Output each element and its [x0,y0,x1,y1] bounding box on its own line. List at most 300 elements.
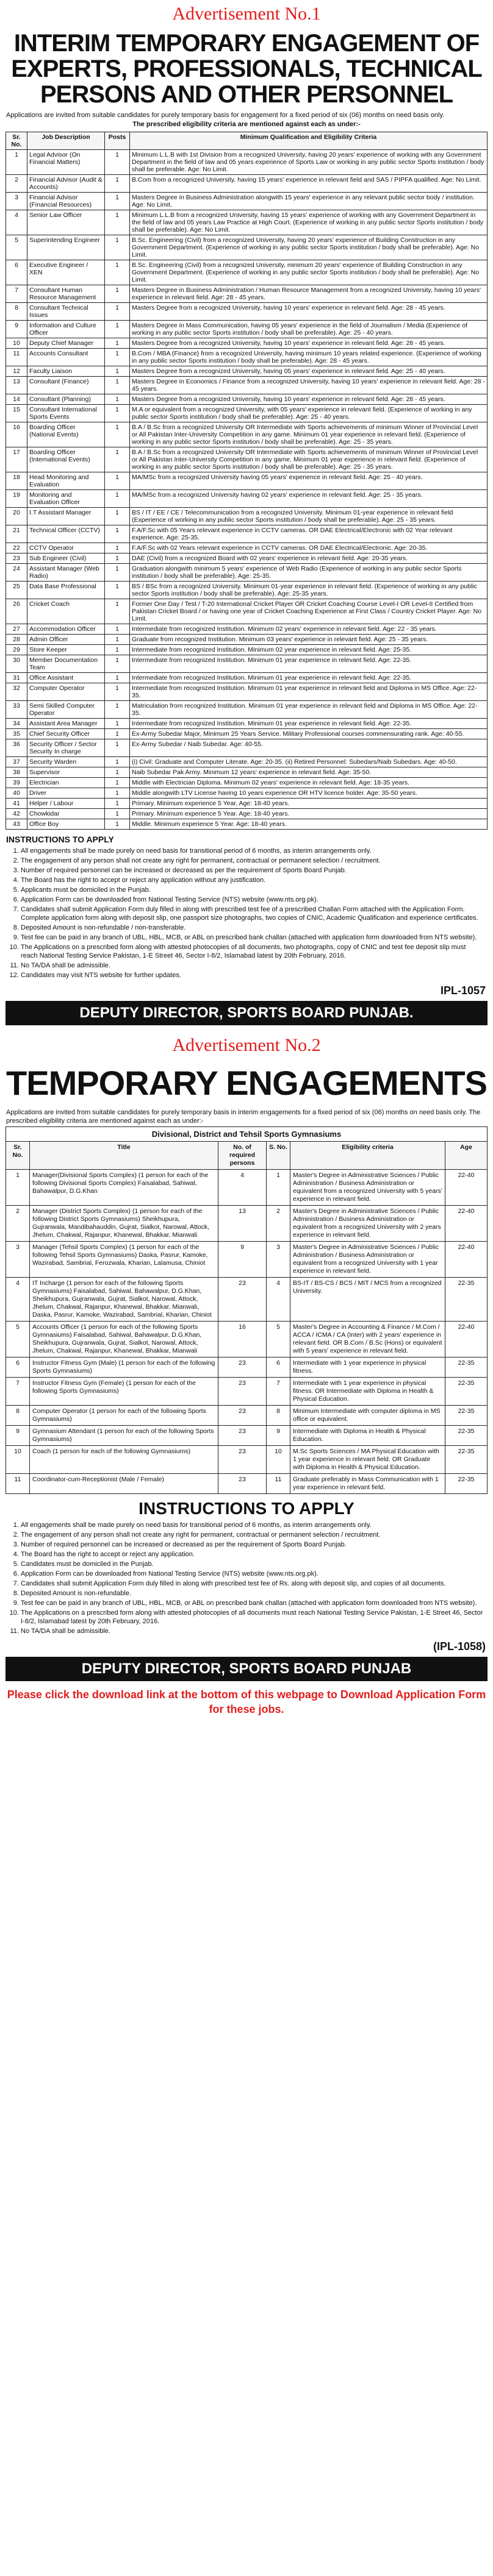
cell-age: 22-35 [445,1406,488,1426]
table-row [6,303,488,321]
cell-s-no: 2 [267,1206,290,1242]
cell-s-no: 5 [267,1322,290,1357]
advertisement-2-instructions-title: INSTRUCTIONS TO APPLY [139,1499,354,1518]
table-row [6,635,488,645]
table-row [6,599,488,624]
cell-age: 22-35 [445,1278,488,1322]
cell-sr-no: 5 [6,235,27,260]
cell-posts: 1 [105,683,130,701]
cell-criteria: Intermediate from recognized Institution. Minimum 02 year experience in relevant field. Age: 25-35. [130,645,488,655]
cell-criteria: MA/MSc from a recognized University having 02 years' experience in relevant field. Age: 25 - 35 years. [130,490,488,508]
cell-criteria: Middle. Minimum experience 5 Year. Age: 18-40 years. [130,819,488,830]
cell-criteria: B.A / B.Sc from a recognized University OR Intermediate with Sports achievements of minimum Winner of Provincial Level or All Pakistan Inter-University Competition in any game. Minimum 01 year experience in relevant field. (Experience of working in any public sector Sports institution / body shall be preferable). Age: 25 - 35 years. [130,447,488,472]
cell-posts: 1 [105,150,130,175]
cell-sr-no: 11 [6,349,27,366]
list-item: 9. Test fee can be paid in any branch of UBL, HBL, MCB, or ABL on prescribed bank challan (attached with application form downloaded from NTS website). [21,1599,484,1607]
list-item: 7. Candidates shall submit Application Form duly filled in along with prescribed test fee of a prescribed Challan Form attached with the Application Form. Complete application form along with deposit slip, one passport size photographs, two copies of CNIC, Academic Qualification and experience certificates. [21,905,484,922]
cell-sr-no: 35 [6,729,27,739]
cell-sr-no: 28 [6,635,27,645]
cell-eligibility: Master's Degree in Administrative Sciences / Public Administration / Business Administration or equivalent from a recognized University with 5 years' experience in relevant field. [290,1170,445,1206]
list-item: 11. No TA/DA shall be admissible. [21,1627,484,1635]
advertisement-2-ipl-code: (IPL-1058) [433,1640,486,1653]
cell-sr-no: 8 [6,303,27,321]
cell-criteria: Intermediate from recognized Institution. Minimum 01 year experience in relevant field and Diploma in MS Office. Age: 22-35. [130,683,488,701]
table-row [6,543,488,553]
cell-job-description: Head Monitoring and Evaluation [27,472,105,490]
cell-criteria: (i) Civil: Graduate and Computer Literate. Age: 20-35. (ii) Retired Personnel: Subedars/Naib Subedars. Age: 40-50. [130,757,488,767]
cell-criteria: Masters Degree in Mass Communication, having 05 years' experience in the field of Journalism / Media (Experience of working in any public sector Sports institution / body shall be preferable). Age: 25 - 40 years. [130,321,488,338]
cell-criteria: Masters Degree from a recognized University, having 05 years' experience in relevant field. Age: 25 - 40 years. [130,366,488,377]
cell-posts: 1 [105,175,130,193]
table-row [6,1242,488,1278]
cell-sr-no: 32 [6,683,27,701]
cell-sr-no: 19 [6,490,27,508]
cell-s-no: 1 [267,1170,290,1206]
list-item: 5. Applicants must be domiciled in the Punjab. [21,886,484,894]
table-row [6,739,488,757]
cell-posts: 1 [105,422,130,447]
table-row [6,1406,488,1426]
table-row [6,394,488,405]
table-row [6,210,488,235]
cell-job-description: Computer Operator [27,683,105,701]
cell-criteria: Former One Day / Test / T-20 International Cricket Player OR Cricket Coaching Course Level-I OR Level-II Certified from Pakistan Cricket Board / or having one year of Cricket Coaching Experience at First Class / Country Cricket Player. Age: No Limit. [130,599,488,624]
cell-job-description: Semi Skilled Computer Operator [27,701,105,719]
table-row [6,1474,488,1494]
cell-sr-no: 15 [6,405,27,422]
cell-job-description: Legal Advisor (On Financial Matters) [27,150,105,175]
cell-posts: 1 [105,788,130,799]
cell-eligibility: Master's Degree in Accounting & Finance / M.Com / ACCA / ICMA / CA (Inter) with 2 years' experience in relevant field. OR B.Com / B.Sc (Hons) or equivalent with 5 years' experience in relevant field. [290,1322,445,1357]
list-item: 1. All engagements shall be made purely on need basis for transitional period of 6 months, as interim arrangements only. [21,1521,484,1529]
cell-eligibility: Master's Degree in Administrative Sciences / Public Administration / Business Administration or equivalent from a recognized University with 1 year experience in relevant field. [290,1242,445,1278]
table-row [6,1378,488,1406]
cell-criteria: Primary. Minimum experience 5 Year. Age: 18-40 years. [130,799,488,809]
header-required-persons: No. of required persons [218,1142,267,1170]
cell-job-description: Security Warden [27,757,105,767]
list-item: 10. The Applications on a prescribed form along with attested photocopies of all documents must reach National Testing Service Pakistan, 1-E Street 46, Sector I-8/2, Islamabad latest by 20th February, 2016. [21,1609,484,1626]
advertisement-2-label: Advertisement No.2 [172,1035,321,1055]
cell-sr-no: 21 [6,525,27,543]
cell-s-no: 11 [267,1474,290,1494]
advertisement-1-title: INTERIM TEMPORARY ENGAGEMENT OF EXPERTS, PROFESSIONALS, TECHNICAL PERSONS AND OTHER PERSONNEL [11,30,482,108]
table-row [6,235,488,260]
table-row [6,1278,488,1322]
cell-job-description: Assistant Area Manager [27,719,105,729]
cell-criteria: F.A/F.Sc with 02 Years relevant experience in CCTV cameras. OR DAE Electrical/Electronic. Age: 20-35. [130,543,488,553]
table-row [6,809,488,819]
cell-criteria: MA/MSc from a recognized University having 05 years' experience in relevant field. Age: 25 - 40 years. [130,472,488,490]
table-header-row [6,1142,488,1170]
cell-eligibility: BS-IT / BS-CS / BCS / MIT / MCS from a recognized University. [290,1278,445,1322]
header-criteria: Minimum Qualification and Eligibility Criteria [130,132,488,150]
cell-sr-no: 5 [6,1322,30,1357]
table-row [6,799,488,809]
cell-age: 22-40 [445,1322,488,1357]
cell-sr-no: 8 [6,1406,30,1426]
advertisement-2-jobs-table [5,1141,488,1494]
cell-job-description: I.T Assistant Manager [27,508,105,525]
cell-sr-no: 26 [6,599,27,624]
cell-criteria: Middle alongwith LTV License having 10 years experience OR HTV licence holder. Age: 35-50 years. [130,788,488,799]
cell-job-description: Admin Officer [27,635,105,645]
cell-sr-no: 20 [6,508,27,525]
table-row [6,719,488,729]
list-item: 4. The Board has the right to accept or reject any application. [21,1550,484,1559]
cell-sr-no: 1 [6,150,27,175]
advertisement-2-title: TEMPORARY ENGAGEMENTS [6,1064,487,1102]
list-item: 8. Deposited Amount is non-refundable. [21,1589,484,1598]
list-item: 6. Application Form can be downloaded from National Testing Service (NTS) website (www.nts.org.pk). [21,895,484,904]
advertisement-2-jobs-body [6,1170,488,1494]
cell-posts: 1 [105,394,130,405]
cell-sr-no: 13 [6,377,27,394]
cell-job-description: Sub Engineer (Civil) [27,553,105,564]
table-row [6,349,488,366]
cell-posts: 1 [105,235,130,260]
cell-sr-no: 39 [6,778,27,788]
cell-sr-no: 27 [6,624,27,635]
cell-sr-no: 31 [6,673,27,683]
cell-sr-no: 24 [6,564,27,582]
cell-job-description: Security Officer / Sector Security In charge [27,739,105,757]
table-row [6,150,488,175]
cell-criteria: Minimum L.L.B with 1st Division from a recognized University, having 20 years' experience of working with any Government Department in the field of law and 05 years experience of Sports Law or working in any public sector Sports institution / body shall be preferable. Age: No Limit. [130,150,488,175]
cell-required-persons: 13 [218,1206,267,1242]
cell-required-persons: 23 [218,1378,267,1406]
cell-job-description: Supervisor [27,767,105,778]
cell-job-description: Superintending Engineer [27,235,105,260]
cell-posts: 1 [105,645,130,655]
cell-job-description: Deputy Chief Manager [27,338,105,349]
cell-posts: 1 [105,525,130,543]
cell-sr-no: 34 [6,719,27,729]
table-row [6,490,488,508]
advertisement-1-intro-criteria: The prescribed eligibility criteria are mentioned against each as under:- [132,121,361,128]
cell-criteria: Masters Degree from a recognized University, having 10 years' experience in relevant field. Age: 28 - 45 years. [130,394,488,405]
cell-posts: 1 [105,582,130,599]
list-item: 12. Candidates may visit NTS website for further updates. [21,971,484,980]
cell-criteria: B.Com / MBA (Finance) from a recognized University, having minimum 10 years related experience. (Experience of working in any public sector Sports institution / body shall be preferable). Age: 28 - 45 years. [130,349,488,366]
cell-job-description: Executive Engineer / XEN [27,260,105,285]
cell-sr-no: 2 [6,175,27,193]
header-job-description: Job Description [27,132,105,150]
table-row [6,1322,488,1357]
cell-posts: 1 [105,599,130,624]
cell-sr-no: 18 [6,472,27,490]
cell-job-description: Consultant International Sports Events [27,405,105,422]
table-row [6,366,488,377]
cell-sr-no: 9 [6,1426,30,1446]
cell-job-description: Assistant Manager (Web Radio) [27,564,105,582]
cell-posts: 1 [105,767,130,778]
cell-required-persons: 9 [218,1242,267,1278]
cell-sr-no: 7 [6,285,27,303]
cell-job-description: Information and Culture Officer [27,321,105,338]
cell-s-no: 9 [267,1426,290,1446]
cell-criteria: DAE (Civil) from a recognized Board with 02 years' experience in relevant field. Age: 20-35 years. [130,553,488,564]
cell-criteria: Masters Degree from a recognized University, having 10 years' experience in relevant field. Age: 28 - 45 years. [130,303,488,321]
table-row [6,1426,488,1446]
list-item: 3. Number of required personnel can be increased or decreased as per the requirement of Sports Board Punjab. [21,866,484,875]
cell-posts: 1 [105,508,130,525]
cell-criteria: Masters Degree in Economics / Finance from a recognized University, having 10 years' experience in relevant field. Age: 28 - 45 years. [130,377,488,394]
cell-job-description: Chief Security Officer [27,729,105,739]
cell-posts: 1 [105,655,130,673]
cell-criteria: Minimum L.L.B from a recognized University, having 15 years' experience of working with any Government Department in the field of law and 05 years Law Practice at High Court. (Experience of working in any public sector Sports institution / body shall be preferable). Age: No Limit. [130,210,488,235]
table-row [6,285,488,303]
table-row [6,683,488,701]
cell-sr-no: 11 [6,1474,30,1494]
cell-criteria: Ex-Army Subedar / Naib Subedar. Age: 40-55. [130,739,488,757]
advertisement-2-instructions [0,1521,493,1635]
cell-required-persons: 16 [218,1322,267,1357]
advertisement-2-intro: Applications are invited from suitable candidates for purely temporary basis in interim engagements for a fixed period of six (06) months on need basis only. The prescribed eligibility criteria are mentioned against each as under:- [6,1109,481,1125]
cell-criteria: Ex-Army Subedar Major, Minimum 25 Years Service. Military Professional courses commensurating rank. Age: 40-55. [130,729,488,739]
cell-job-description: Data Base Professional [27,582,105,599]
cell-criteria: Intermediate from recognized Institution. Minimum 02 years' experience in relevant field. Age: 22 - 35 years. [130,624,488,635]
table-row [6,655,488,673]
cell-job-description: Financial Advisor (Audit & Accounts) [27,175,105,193]
cell-age: 22-35 [445,1357,488,1378]
cell-posts: 1 [105,739,130,757]
cell-required-persons: 23 [218,1426,267,1446]
table-row [6,447,488,472]
cell-title: Accounts Officer (1 person for each of the following Sports Gymnasiums) Faisalabad, Sahiwal, Bahawalpur, D.G.Khan, Sheikhupura, Gujranwala, Gujrat, Sialkot, Narowal, Attock, Jhelum, Chakwal, Rajanpur, Khanewal, Bhakkar, Mianwali [30,1322,218,1357]
cell-posts: 1 [105,799,130,809]
list-item: 2. The engagement of any person shall not create any right for permanent, contractual or permanent selection / recruitment. [21,856,484,865]
cell-sr-no: 2 [6,1206,30,1242]
cell-posts: 1 [105,285,130,303]
cell-posts: 1 [105,366,130,377]
cell-criteria: B.Sc. Engineering (Civil) from a recognized University, minimum 20 years' experience of Building Construction in any Government Department. (Experience of working in any public sector Sports institution / body shall be preferable). Age: No Limit. [130,260,488,285]
list-item: 4. The Board has the right to accept or reject any application without any justification. [21,876,484,884]
cell-sr-no: 23 [6,553,27,564]
cell-criteria: B.A / B.Sc from a recognized University OR Intermediate with Sports achievements of minimum Winner of Provincial Level or All Pakistan Inter-University Competition in any game. Minimum 01 year experience in relevant field. (Experience of working in any public sector Sports institution / body shall be preferable). Age: 25 - 35 years. [130,422,488,447]
cell-posts: 1 [105,553,130,564]
cell-sr-no: 30 [6,655,27,673]
cell-job-description: Electrician [27,778,105,788]
cell-posts: 1 [105,193,130,210]
cell-sr-no: 9 [6,321,27,338]
cell-sr-no: 41 [6,799,27,809]
cell-job-description: Accommodation Officer [27,624,105,635]
cell-criteria: Masters Degree from a recognized University, having 10 years' experience in relevant field. Age: 28 - 45 years. [130,338,488,349]
cell-title: Manager (Tehsil Sports Complex) (1 person for each of the following Tehsil Sports Gymnasiums) Daska, Pasrur, Kamoke, Wazirabad, Sambrial, Ferozwala, Kharian, Lalamusa, Chiniot [30,1242,218,1278]
table-row [6,377,488,394]
cell-sr-no: 7 [6,1378,30,1406]
cell-sr-no: 4 [6,1278,30,1322]
cell-title: Instructor Fitness Gym (Male) (1 person for each of the following Sports Gymnasiums) [30,1357,218,1378]
cell-eligibility: Minimum Intermediate with computer diploma in MS office or equivalent. [290,1406,445,1426]
table-row [6,767,488,778]
table-row [6,321,488,338]
advertisement-1 [0,0,493,1025]
cell-job-description: Cricket Coach [27,599,105,624]
table-row [6,525,488,543]
list-item: 2. The engagement of any person shall not create any right for permanent, contractual or permanent selection / recruitment. [21,1531,484,1539]
cell-posts: 1 [105,809,130,819]
table-row [6,1206,488,1242]
cell-job-description: Member Documentation Team [27,655,105,673]
cell-posts: 1 [105,338,130,349]
cell-criteria: M.A or equivalent from a recognized University, with 05 years' experience in relevant field. (Experience of working in any public sector Sports institution / body shall be preferable). Age: 25 - 40 years. [130,405,488,422]
cell-title: Instructor Fitness Gym (Female) (1 person for each of the following Sports Gymnasiums) [30,1378,218,1406]
cell-eligibility: Graduate preferably in Mass Communication with 1 year experience in relevant field. [290,1474,445,1494]
cell-job-description: CCTV Operator [27,543,105,553]
cell-posts: 1 [105,819,130,830]
header-sr-no: Sr. No. [6,132,27,150]
cell-criteria: Middle with Electrician Diploma. Minimum 02 years' experience in relevant field. Age: 18-35 years. [130,778,488,788]
advertisement-1-instructions-title: INSTRUCTIONS TO APPLY [6,834,114,844]
list-item: 11. No TA/DA shall be admissible. [21,961,484,970]
cell-criteria: Masters Degree in Business Administration / Human Resource Management from a recognized University, having 10 years' experience in relevant field. Age: 28 - 45 years. [130,285,488,303]
cell-job-description: Consultant Technical Issues [27,303,105,321]
table-row [6,582,488,599]
cell-s-no: 3 [267,1242,290,1278]
cell-posts: 1 [105,260,130,285]
cell-sr-no: 10 [6,1446,30,1474]
cell-job-description: Monitoring and Evaluation Officer [27,490,105,508]
cell-age: 22-35 [445,1446,488,1474]
table-row [6,405,488,422]
cell-s-no: 10 [267,1446,290,1474]
cell-sr-no: 29 [6,645,27,655]
cell-job-description: Technical Officer (CCTV) [27,525,105,543]
cell-criteria: BS / IT / EE / CE / Telecommunication from a recognized University. Minimum 01-year experience in relevant field (Experience of working in any public sector Sports institution / body shall be preferable). Age: 25 - 35 years. [130,508,488,525]
header-title: Title [30,1142,218,1170]
table-row [6,645,488,655]
header-eligibility: Eligibility criteria [290,1142,445,1170]
list-item: 8. Deposited Amount is non-refundable / non-transferable. [21,923,484,932]
cell-required-persons: 23 [218,1446,267,1474]
cell-job-description: Consultant (Planning) [27,394,105,405]
cell-criteria: Intermediate from recognized Institution. Minimum 01 year experience in relevant field. Age: 22-35. [130,655,488,673]
table-row [6,260,488,285]
list-item: 6. Application Form can be downloaded from National Testing Service (NTS) website (www.nts.org.pk). [21,1570,484,1578]
cell-posts: 1 [105,472,130,490]
table-row [6,624,488,635]
cell-criteria: Graduate from recognized Institution. Minimum 03 years' experience in relevant field. Age: 25 - 35 years. [130,635,488,645]
table-row [6,175,488,193]
cell-sr-no: 25 [6,582,27,599]
list-item: 10. The Applications on a prescribed form along with attested photocopies of all documents, two photographs, copy of CNIC and test fee deposit slip must reach National Testing Service Pakistan, 1-E Street 46, Sector I-8/2, Islamabad latest by 20th February, 2016. [21,943,484,960]
cell-age: 22-35 [445,1426,488,1446]
cell-posts: 1 [105,719,130,729]
cell-criteria: Intermediate from recognized Institution. Minimum 01 year experience in relevant field. Age: 22-35. [130,719,488,729]
list-item: 9. Test fee can be paid in any branch of UBL, HBL, MCB, or ABL on prescribed bank challan (attached with application form downloaded from NTS website). [21,933,484,942]
cell-posts: 1 [105,778,130,788]
advertisement-1-intro: Applications are invited from suitable candidates for purely temporary basis for engagement for a fixed period of six (06) months on need basis only. [6,112,445,119]
cell-job-description: Store Keeper [27,645,105,655]
cell-posts: 1 [105,405,130,422]
cell-job-description: Consultant Human Resource Management [27,285,105,303]
list-item: 1. All engagements shall be made purely on need basis for transitional period of 6 months, as interim arrangements only. [21,847,484,855]
cell-title: Gymnasium Attendant (1 person for each of the following Sports Gymnasiums) [30,1426,218,1446]
advertisement-1-jobs-body [6,150,488,830]
cell-job-description: Office Boy [27,819,105,830]
cell-posts: 1 [105,757,130,767]
cell-criteria: Naib Subedar Pak Army. Minimum 12 years' experience in relevant field. Age: 35-50. [130,767,488,778]
cell-age: 22-40 [445,1170,488,1206]
cell-sr-no: 36 [6,739,27,757]
table-row [6,338,488,349]
header-age: Age [445,1142,488,1170]
cell-job-description: Faculty Liaison [27,366,105,377]
table-row [6,819,488,830]
table-row [6,422,488,447]
cell-posts: 1 [105,377,130,394]
cell-criteria: Masters Degree in Business Administration alongwith 15 years' experience in any relevant public sector body / institution. Age: No Limit. [130,193,488,210]
cell-posts: 1 [105,635,130,645]
cell-criteria: F.A/F.Sc with 05 Years relevant experience in CCTV cameras. OR DAE Electrical/Electronic with 02 Year relevant experience. Age: 25-35. [130,525,488,543]
cell-title: Manager(Divisional Sports Complex) (1 person for each of the following Divisional Sports Complex) Faisalabad, Sahiwal, Bahawalpur, D.G.Khan [30,1170,218,1206]
table-row [6,673,488,683]
list-item: 7. Candidates shall submit Application Form duly filled in along with prescribed test fee of Rs. along with deposit slip, and copies of all documents. [21,1579,484,1588]
table-row [6,1446,488,1474]
cell-required-persons: 23 [218,1406,267,1426]
cell-posts: 1 [105,447,130,472]
cell-s-no: 8 [267,1406,290,1426]
cell-title: Coach (1 person for each of the following Gymnasiums) [30,1446,218,1474]
cell-eligibility: Intermediate with Diploma in Health & Physical Education. [290,1426,445,1446]
cell-eligibility: Intermediate with 1 year experience in physical fitness. [290,1357,445,1378]
cell-age: 22-35 [445,1474,488,1494]
cell-job-description: Consultant (Finance) [27,377,105,394]
list-item: 5. Candidates must be domiciled in the Punjab. [21,1560,484,1568]
cell-sr-no: 17 [6,447,27,472]
cell-title: IT Incharge (1 person for each of the following Sports Gymnasiums) Faisalabad, Sahiwal, Bahawalpur, D.G.Khan, Sheikhupura, Gujranwala, Gujrat, Sialkot, Narowal, Attock, Jhelum, Chakwal, Rajanpur, Khanewal, Bhakkar, Mianwali, Daska, Pasrur, Kamoke, Wazirabad, Sambrial, Kharian, Chiniot [30,1278,218,1322]
cell-s-no: 7 [267,1378,290,1406]
cell-criteria: Graduation alongwith minimum 5 years' experience of Web Radio (Experience of working in any public sector Sports institution / body shall be preferable). Age: 25-35. [130,564,488,582]
cell-posts: 1 [105,490,130,508]
cell-age: 22-40 [445,1242,488,1278]
cell-criteria: Primary. Minimum experience 5 Year. Age: 18-40 years. [130,809,488,819]
cell-job-description: Accounts Consultant [27,349,105,366]
cell-posts: 1 [105,543,130,553]
cell-sr-no: 1 [6,1170,30,1206]
cell-job-description: Chowkidar [27,809,105,819]
cell-job-description: Boarding Officer (International Events) [27,447,105,472]
cell-criteria: BS / BSc from a recognized University. Minimum 01-year experience in relevant field. (Experience of working in any public sector Sports institution / body shall be preferable). Age: 25-35 years. [130,582,488,599]
cell-s-no: 4 [267,1278,290,1322]
cell-sr-no: 22 [6,543,27,553]
table-row [6,778,488,788]
cell-job-description: Senior Law Officer [27,210,105,235]
cell-title: Manager (District Sports Complex) (1 person for each of the following District Sports Gymnasiums) Sheikhupura, Gujranwala, Mandibahauddin, Gujrat, Sialkot, Narowal, Attock, Jhelum, Chakwal, Rajanpur, Khanewal, Bhakkar, Mianwali [30,1206,218,1242]
advertisement-2-footer: DEPUTY DIRECTOR, SPORTS BOARD PUNJAB [5,1657,488,1681]
cell-job-description: Driver [27,788,105,799]
cell-required-persons: 4 [218,1170,267,1206]
advertisement-1-footer: DEPUTY DIRECTOR, SPORTS BOARD PUNJAB. [5,1001,488,1025]
table-row [6,701,488,719]
table-row [6,564,488,582]
cell-sr-no: 12 [6,366,27,377]
cell-criteria: B.Sc. Engineering (Civil) from a recognized University, having 20 years' experience of Building Construction in any Government Department. (Experience of working in any public sector Sports institution / body shall be preferable). Age: No Limit. [130,235,488,260]
table-row [6,508,488,525]
advertisement-2-subtitle: Divisional, District and Tehsil Sports Gymnasiums [5,1126,488,1141]
cell-sr-no: 43 [6,819,27,830]
cell-sr-no: 40 [6,788,27,799]
table-row [6,757,488,767]
table-header-row [6,132,488,150]
table-row [6,1170,488,1206]
header-s-no: S. No. [267,1142,290,1170]
cell-sr-no: 38 [6,767,27,778]
download-note-link[interactable]: Please click the download link at the bottom of this webpage to Download Application Form for these jobs. [7,1688,486,1715]
cell-sr-no: 6 [6,260,27,285]
cell-sr-no: 3 [6,1242,30,1278]
